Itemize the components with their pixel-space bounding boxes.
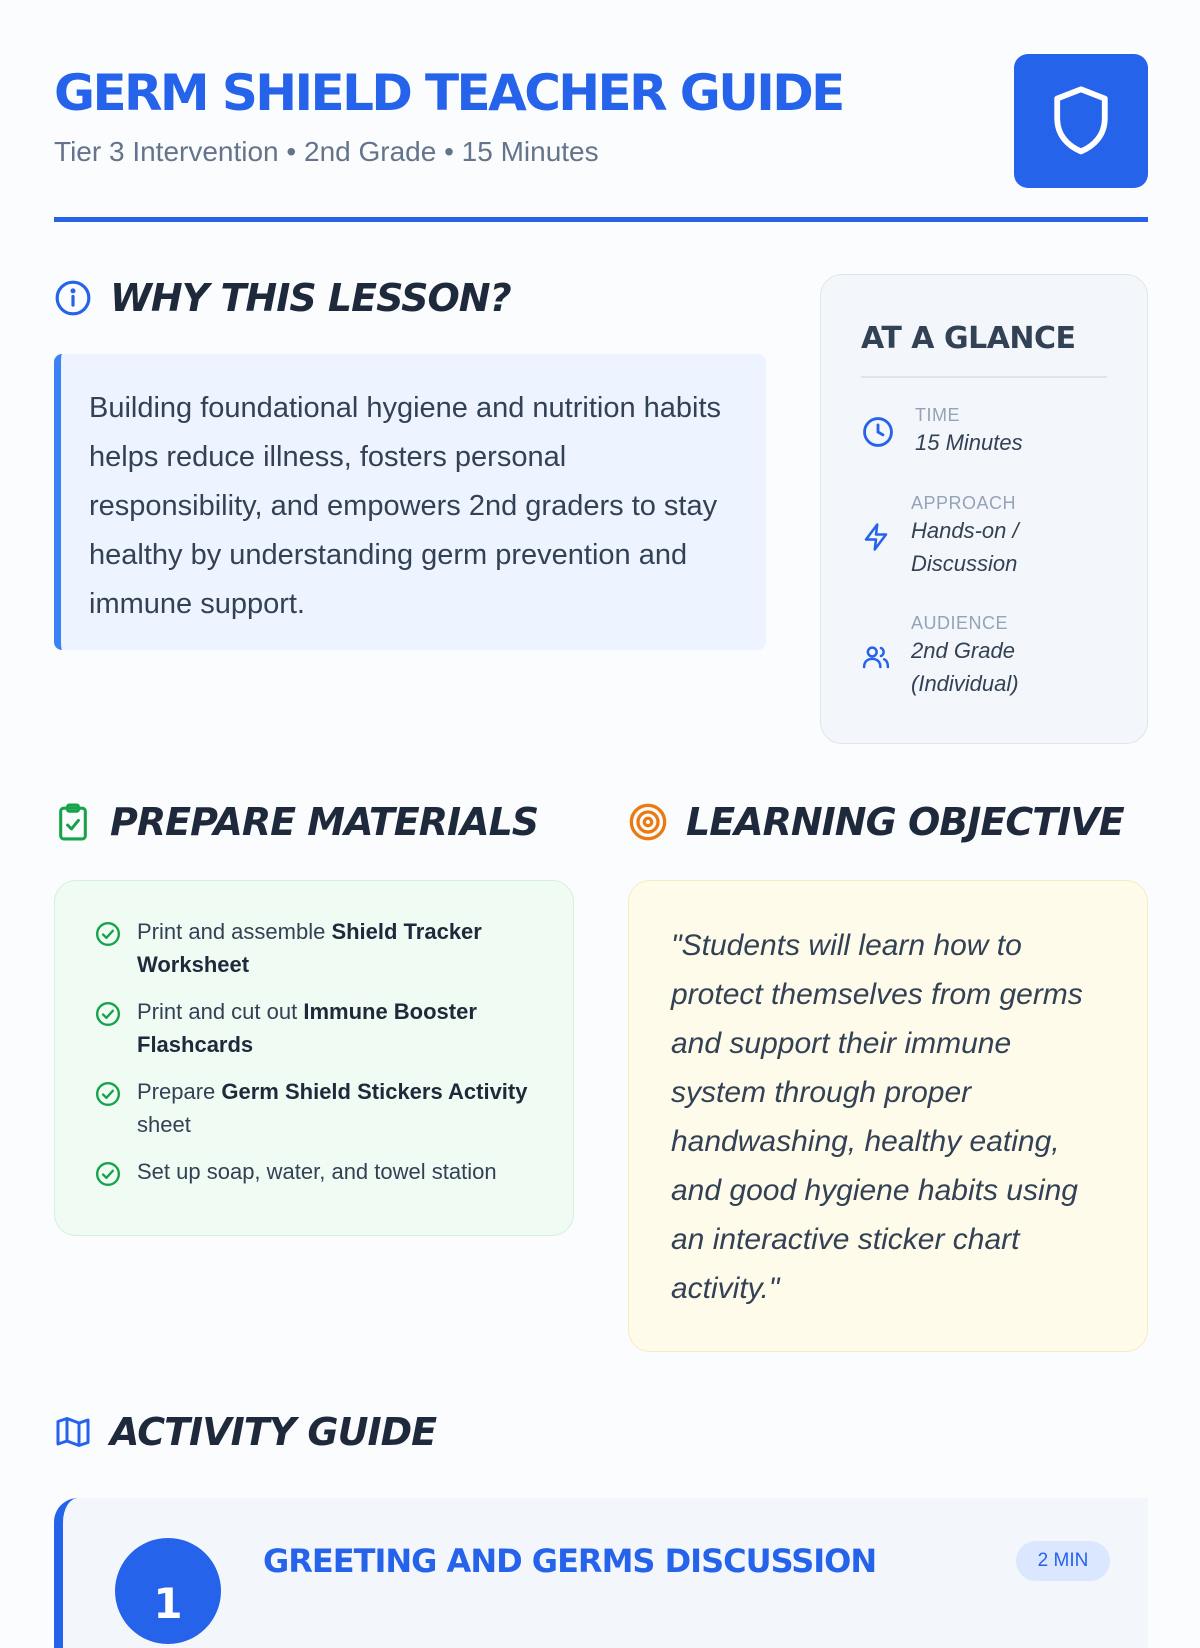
why-callout: [54, 354, 766, 650]
glance-label: AUDIENCE: [911, 613, 1009, 633]
clock-icon: [861, 415, 895, 449]
step-title: GREETING AND GERMS DISCUSSION: [263, 1542, 877, 1580]
clipboard-check-icon: [54, 802, 92, 842]
page-subtitle: Tier 3 Intervention • 2nd Grade • 15 Minutes: [54, 136, 599, 167]
objective-heading-label: LEARNING OBJECTIVE: [686, 800, 1124, 844]
step-number: 1: [115, 1538, 221, 1644]
objective-quote: "Students will learn how to protect themselves from germs and support their immune system through proper handwashing, healthy eating, and good hygiene habits using an interactive sticker chart activity.": [671, 929, 1083, 1305]
item-text: Prepare: [137, 1079, 222, 1104]
activity-heading-label: ACTIVITY GUIDE: [110, 1410, 437, 1454]
materials-heading: [54, 800, 538, 844]
glance-item-approach: [861, 493, 1081, 580]
page-title: GERM SHIELD TEACHER GUIDE: [54, 64, 843, 122]
list-item: [95, 995, 533, 1061]
glance-label: APPROACH: [911, 493, 1017, 513]
glance-label: TIME: [915, 405, 960, 425]
glance-divider: [861, 376, 1107, 378]
materials-heading-label: PREPARE MATERIALS: [110, 800, 539, 844]
glance-item-time: [861, 405, 1023, 459]
item-bold: Immune Booster Flashcards: [137, 999, 477, 1057]
item-bold: Shield Tracker Worksheet: [137, 919, 482, 977]
objective-callout: [628, 880, 1148, 1352]
check-circle-icon: [95, 1161, 121, 1187]
users-icon: [861, 642, 891, 672]
map-icon: [54, 1414, 92, 1450]
item-text: Set up soap, water, and towel station: [137, 1159, 497, 1184]
why-body: Building foundational hygiene and nutrition habits helps reduce illness, fosters personal responsibility, and empowers 2nd graders to stay healthy by understanding germ prevention and immune support.: [89, 392, 722, 620]
info-icon: [54, 279, 92, 317]
activity-step-card: [54, 1498, 1148, 1648]
why-heading: [54, 276, 511, 320]
objective-heading: [628, 800, 1124, 844]
glance-heading: AT A GLANCE: [861, 321, 1076, 356]
materials-list: [54, 880, 574, 1236]
list-item: [95, 1075, 533, 1141]
page-header: [54, 54, 1148, 222]
glance-value: Hands-on / Discussion: [911, 518, 1019, 576]
item-text: Print and assemble: [137, 919, 332, 944]
why-heading-label: WHY THIS LESSON?: [110, 276, 511, 320]
shield-icon: [1049, 84, 1113, 158]
list-item: [95, 915, 533, 981]
check-circle-icon: [95, 1001, 121, 1027]
activity-heading: [54, 1410, 436, 1454]
at-a-glance-card: [820, 274, 1148, 744]
check-circle-icon: [95, 1081, 121, 1107]
target-icon: [628, 802, 668, 842]
step-duration-badge: 2 MIN: [1016, 1541, 1110, 1581]
header-badge: [1014, 54, 1148, 188]
item-text: Print and cut out: [137, 999, 304, 1024]
lightning-icon: [861, 522, 891, 552]
list-item: [95, 1155, 533, 1188]
glance-value: 2nd Grade (Individual): [911, 638, 1019, 696]
item-bold: Germ Shield Stickers Activity: [221, 1079, 528, 1104]
glance-item-audience: [861, 613, 1081, 700]
item-text: sheet: [137, 1112, 191, 1137]
glance-value: 15 Minutes: [915, 430, 1023, 455]
check-circle-icon: [95, 921, 121, 947]
